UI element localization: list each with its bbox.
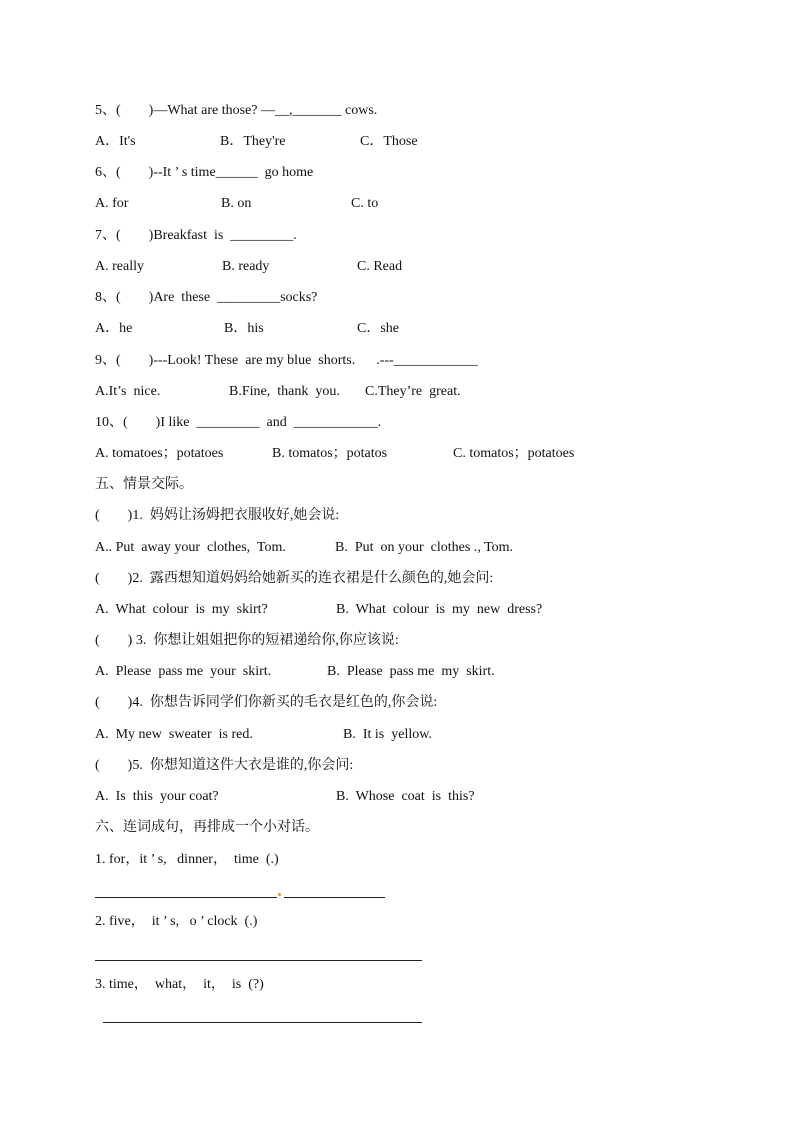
q9-option-a: A.It’s nice.	[95, 384, 161, 399]
q6-option-b: B. on	[221, 196, 252, 211]
s5-q5-option-a: A. Is this your coat?	[95, 789, 219, 804]
s5-q5-option-b: B. Whose coat is this?	[336, 789, 475, 804]
question-6: 6、( )--It ’ s time______ go home	[95, 165, 314, 180]
s5-q3-option-a: A. Please pass me your skirt.	[95, 664, 272, 679]
question-9: 9、( )---Look! These are my blue shorts. .---____________	[95, 353, 478, 368]
s5-q2-option-a: A. What colour is my skirt?	[95, 602, 268, 617]
s5-q4-option-a: A. My new sweater is red.	[95, 727, 253, 742]
q9-option-c: C.They’re great.	[365, 384, 461, 399]
q8-option-b: B．his	[224, 321, 264, 336]
question-5: 5、( )—What are those? —__,_______ cows.	[95, 103, 378, 118]
s6-item-2-answer-line[interactable]	[95, 960, 422, 961]
s5-q4-option-b: B. It is yellow.	[343, 727, 432, 742]
q7-option-a: A. really	[95, 259, 144, 274]
s5-q2-option-b: B. What colour is my new dress?	[336, 602, 543, 617]
s5-question-2: ( )2. 露西想知道妈妈给她新买的连衣裙是什么颜色的,她会问:	[95, 571, 494, 586]
section-5-title: 五、情景交际。	[95, 477, 193, 492]
question-7: 7、( )Breakfast is _________.	[95, 228, 297, 243]
q10-option-a: A. tomatoes；potatoes	[95, 446, 224, 461]
q9-option-b: B.Fine, thank you.	[229, 384, 340, 399]
q7-option-c: C. Read	[357, 259, 403, 274]
s5-q1-option-b: B. Put on your clothes ., Tom.	[335, 540, 514, 555]
s5-question-3: ( ) 3. 你想让姐姐把你的短裙递给你,你应该说:	[95, 633, 399, 648]
q5-option-b: B．They're	[220, 134, 286, 149]
s5-q1-option-a: A.. Put away your clothes, Tom.	[95, 540, 286, 555]
q10-option-b: B. tomatos；potatos	[272, 446, 388, 461]
s6-item-1-answer-line-right[interactable]	[284, 897, 385, 898]
q8-option-a: A．he	[95, 321, 133, 336]
s6-item-1-answer-line-left[interactable]	[95, 897, 277, 898]
s5-question-4: ( )4. 你想告诉同学们你新买的毛衣是红色的,你会说:	[95, 695, 438, 710]
s6-item-2: 2. five， it ’ s, o ’ clock (.)	[95, 914, 258, 929]
s6-item-1-period-mark	[278, 893, 281, 896]
s5-question-5: ( )5. 你想知道这件大衣是谁的,你会问:	[95, 758, 354, 773]
q10-option-c: C. tomatos；potatoes	[453, 446, 575, 461]
s6-item-3-answer-line[interactable]	[103, 1022, 422, 1023]
q5-option-a: A．It's	[95, 134, 136, 149]
question-10: 10、( )I like _________ and ____________.	[95, 415, 382, 430]
s6-item-3: 3. time， what， it， is (?)	[95, 977, 264, 992]
section-6-title: 六、连词成句，再排成一个小对话。	[95, 820, 319, 835]
q5-option-c: C．Those	[360, 134, 418, 149]
q7-option-b: B. ready	[222, 259, 270, 274]
question-8: 8、( )Are these _________socks?	[95, 290, 318, 305]
q8-option-c: C．she	[357, 321, 399, 336]
s6-item-1: 1. for，it ’ s, dinner， time (.)	[95, 852, 279, 867]
q6-option-c: C. to	[351, 196, 379, 211]
s5-question-1: ( )1. 妈妈让汤姆把衣服收好,她会说:	[95, 508, 340, 523]
q6-option-a: A. for	[95, 196, 129, 211]
s5-q3-option-b: B. Please pass me my skirt.	[327, 664, 495, 679]
